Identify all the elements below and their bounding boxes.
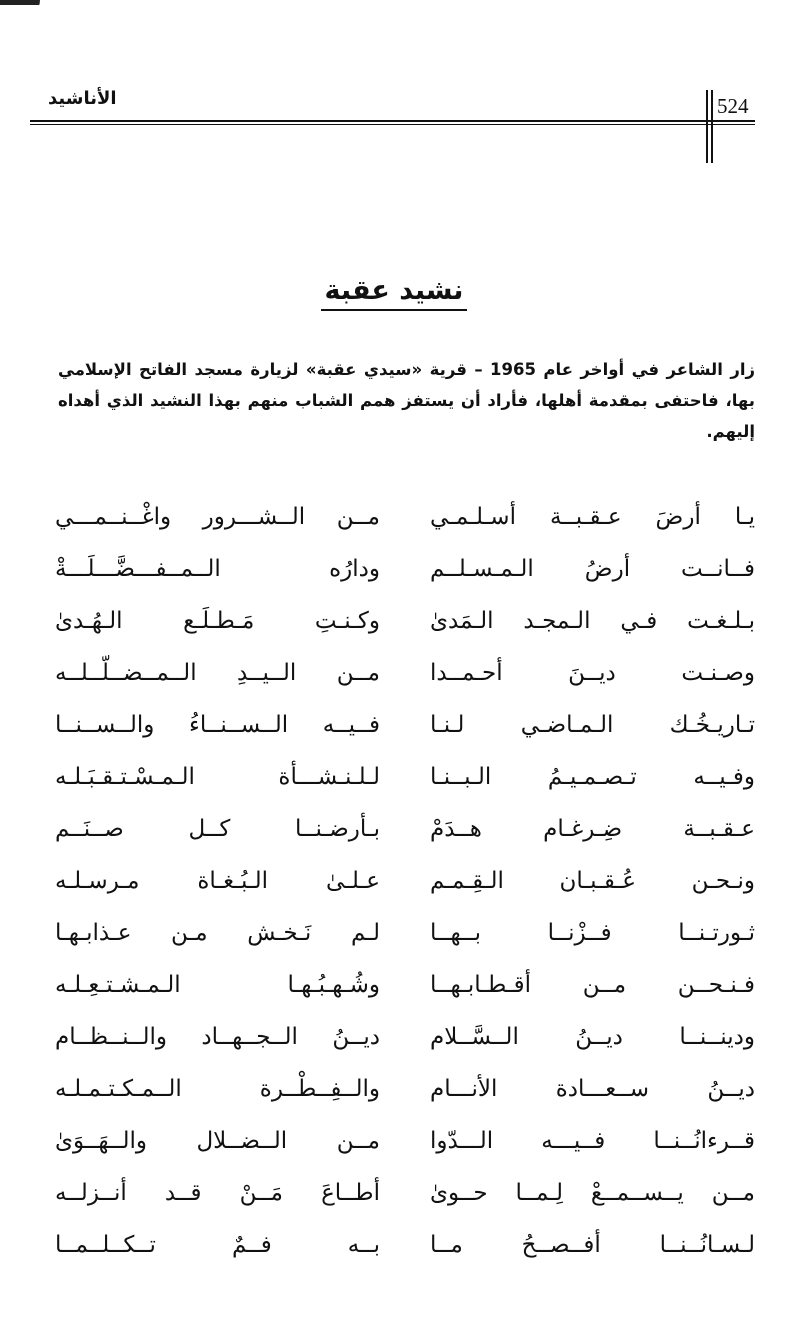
verse-second-hemistich: عـلـىٰ الـبُـغـاة مـرسـلـه bbox=[55, 868, 380, 894]
verse-second-hemistich: مــن الــيــدِ الــمــضــلّــلــه bbox=[55, 660, 380, 686]
verse-second-hemistich: بـأرضـنــا كــل صــنَــم bbox=[55, 816, 380, 842]
verse-second-hemistich: مــن الــشـــرور واغْــنــمـــي bbox=[55, 504, 380, 530]
page-corner-mark bbox=[0, 0, 40, 19]
verse-first-hemistich: مــن يــســمــعْ لِـمــا حــوىٰ bbox=[430, 1180, 755, 1206]
verse-first-hemistich: قــرءانُــنــا فــيـــه الـــدّوا bbox=[430, 1128, 755, 1154]
verse-line bbox=[55, 1173, 755, 1213]
verse-first-hemistich: ونـحـن عُـقـبـان الـقِـمـم bbox=[430, 868, 755, 894]
verse-second-hemistich: وكـنـتِ مَـطـلَـع الـهُـدىٰ bbox=[55, 608, 380, 634]
verse-second-hemistich: ديــنُ الــجــهــاد والــنــظــام bbox=[55, 1024, 380, 1050]
verse-second-hemistich: لـم نَـخـش مـن عـذابـهـا bbox=[55, 920, 380, 946]
verse-first-hemistich: عـقـبــة ضِـرغـام هــدَمْ bbox=[430, 816, 755, 842]
verse-second-hemistich: مــن الــضــلال والــهَــوَىٰ bbox=[55, 1128, 380, 1154]
verse-first-hemistich: وصـنـت ديــنَ أحـمــدا bbox=[430, 660, 755, 686]
header-vertical-line bbox=[711, 90, 713, 163]
verse-first-hemistich: تـاريـخُـك الـمـاضـي لـنـا bbox=[430, 712, 755, 738]
verse-second-hemistich: والــفِــطْــرة الــمـكـتـمـلـه bbox=[55, 1076, 380, 1102]
verse-line bbox=[55, 1225, 755, 1265]
verse-second-hemistich: ودارُه الــمــفـــضَّـــلَـــةْ bbox=[55, 556, 380, 582]
header-rule bbox=[30, 120, 755, 122]
header-vertical-line bbox=[706, 90, 708, 163]
verse-line bbox=[55, 549, 755, 589]
verse-line bbox=[55, 965, 755, 1005]
verse-line bbox=[55, 861, 755, 901]
running-head: الأناشيد bbox=[48, 88, 117, 109]
verse-second-hemistich: فــيــه الــســنــاءُ والــســنــا bbox=[55, 712, 380, 738]
verse-second-hemistich: أطــاعَ مَــنْ قــد أنــزلــه bbox=[55, 1180, 380, 1206]
verse-line bbox=[55, 809, 755, 849]
verse-line bbox=[55, 1017, 755, 1057]
verse-line bbox=[55, 913, 755, 953]
verse-first-hemistich: وفـيــه تـصـمـيـمُ الـبــنـا bbox=[430, 764, 755, 790]
verse-first-hemistich: ثـورتـنــا فــزْنــا بــهــا bbox=[430, 920, 755, 946]
verse-line bbox=[55, 1069, 755, 1109]
verse-line bbox=[55, 705, 755, 745]
verse-second-hemistich: لـلـنـشـــأة الـمـسْـتـقـبَـلـه bbox=[55, 764, 380, 790]
verse-first-hemistich: يـا أرضَ عـقـبــة أسـلـمـي bbox=[430, 504, 755, 530]
verse-first-hemistich: فــانــت أرضُ الـمـسـلــم bbox=[430, 556, 755, 582]
poem-title bbox=[0, 275, 788, 306]
verse-first-hemistich: ودينــنــا ديــنُ الــسَّــلام bbox=[430, 1024, 755, 1050]
verse-first-hemistich: ديــنُ ســعـــادة الأنـــام bbox=[430, 1076, 755, 1102]
verse-line bbox=[55, 757, 755, 797]
verse-line bbox=[55, 653, 755, 693]
page-number: 524 bbox=[717, 94, 749, 118]
intro-paragraph: زار الشاعر في أواخر عام 1965 – قرية «سيدي عقبة» لزيارة مسجد الفاتح الإسلامي بها، فاحتفى بمقدمة أهلها، فأراد أن يستفز همم الشباب منهم بهذا النشيد الذي أهداه إليهم. bbox=[58, 360, 755, 441]
verse-second-hemistich: بــه فــمٌ تــكــلــمــا bbox=[55, 1232, 380, 1258]
verse-line bbox=[55, 1121, 755, 1161]
verse-first-hemistich: فـنـحــن مــن أقـطـابـهــا bbox=[430, 972, 755, 998]
poem-title-text: نشيد عقبة bbox=[321, 275, 468, 311]
verse-line bbox=[55, 497, 755, 537]
verse-first-hemistich: لـسـانُــنــا أفــصــحُ مــا bbox=[430, 1232, 755, 1258]
verse-line bbox=[55, 601, 755, 641]
verse-first-hemistich: بـلـغـت فـي الـمجـد الـمَدىٰ bbox=[430, 608, 755, 634]
header-rule-thin bbox=[30, 124, 755, 125]
verse-second-hemistich: وشُـهـبُـهـا الـمـشـتـعِـلـه bbox=[55, 972, 380, 998]
